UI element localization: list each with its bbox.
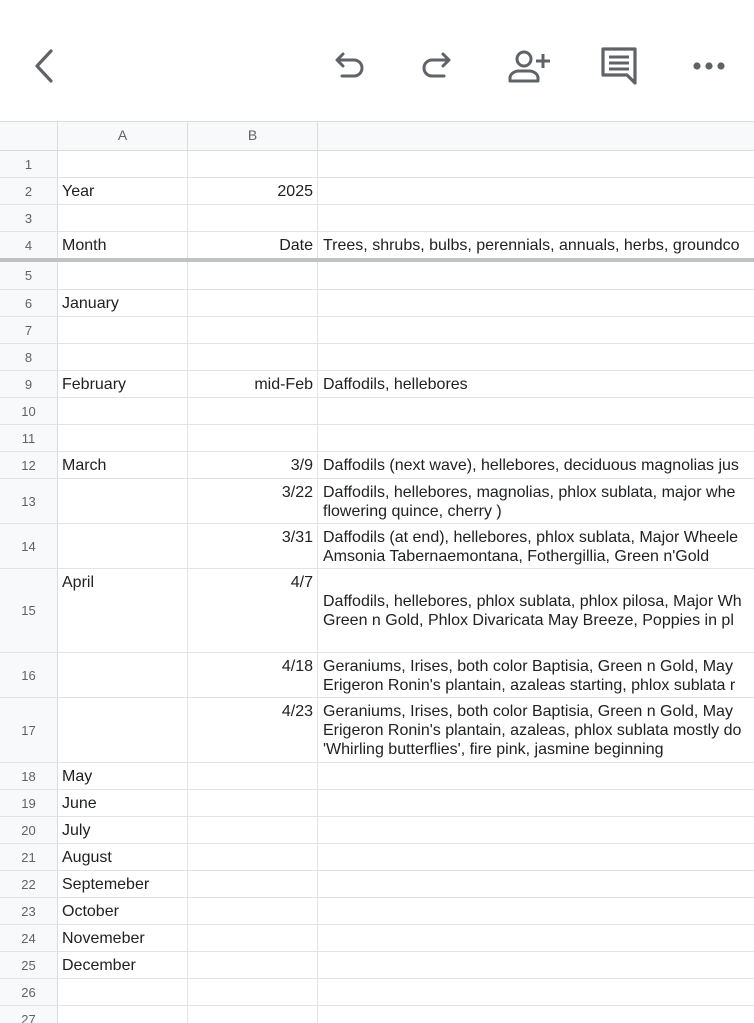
more-button[interactable]	[688, 46, 730, 86]
row-number[interactable]: 4	[0, 232, 58, 258]
back-button[interactable]	[24, 44, 64, 88]
table-row	[0, 844, 754, 871]
row-number[interactable]: 13	[0, 479, 58, 523]
cell-b[interactable]	[188, 979, 318, 1005]
table-row	[0, 178, 754, 205]
cell-b[interactable]	[188, 1006, 318, 1023]
cell-a[interactable]: January	[58, 290, 188, 316]
row-number[interactable]: 15	[0, 569, 58, 652]
row-number[interactable]: 26	[0, 979, 58, 1005]
table-row	[0, 452, 754, 479]
comment-icon	[599, 45, 639, 85]
cell-a[interactable]	[58, 698, 188, 762]
table-row	[0, 952, 754, 979]
cell-c-line: Trees, shrubs, bulbs, perennials, annuals, herbs, groundco	[323, 237, 740, 254]
cell-a[interactable]	[58, 344, 188, 370]
cell-c[interactable]	[318, 178, 754, 204]
cell-c[interactable]	[318, 925, 754, 951]
table-row	[0, 569, 754, 653]
row-number[interactable]: 6	[0, 290, 58, 316]
column-header-a[interactable]: A	[58, 122, 188, 151]
undo-icon	[330, 50, 366, 82]
cell-b[interactable]	[188, 925, 318, 951]
cell-b[interactable]	[188, 952, 318, 978]
comment-button[interactable]	[596, 42, 642, 88]
table-row	[0, 898, 754, 925]
cell-a[interactable]: June	[58, 790, 188, 816]
cell-c[interactable]	[318, 398, 754, 424]
undo-button[interactable]	[326, 44, 370, 88]
cell-a[interactable]: Septemeber	[58, 871, 188, 897]
cell-c[interactable]	[318, 952, 754, 978]
cell-a[interactable]	[58, 425, 188, 451]
cell-a[interactable]: Month	[58, 232, 188, 258]
cell-a[interactable]: February	[58, 371, 188, 397]
row-number[interactable]: 16	[0, 653, 58, 697]
table-row	[0, 317, 754, 344]
cell-b[interactable]: Date	[188, 232, 318, 258]
cell-a[interactable]: March	[58, 452, 188, 478]
table-row	[0, 763, 754, 790]
cell-a[interactable]	[58, 262, 188, 289]
table-row	[0, 425, 754, 452]
table-row	[0, 790, 754, 817]
cell-b[interactable]	[188, 205, 318, 231]
row-number[interactable]: 12	[0, 452, 58, 478]
spreadsheet-grid	[0, 121, 754, 1023]
cell-b[interactable]	[188, 344, 318, 370]
cell-c[interactable]	[318, 479, 754, 523]
cell-b[interactable]	[188, 151, 318, 177]
row-number[interactable]: 23	[0, 898, 58, 924]
table-row	[0, 262, 754, 290]
cell-a[interactable]: December	[58, 952, 188, 978]
cell-b[interactable]	[188, 817, 318, 843]
redo-icon	[420, 50, 456, 82]
column-header-bar	[0, 121, 754, 151]
cell-b[interactable]	[188, 898, 318, 924]
cell-a[interactable]	[58, 653, 188, 697]
cell-b[interactable]	[188, 425, 318, 451]
cell-c-line	[323, 573, 750, 592]
cell-a[interactable]: August	[58, 844, 188, 870]
select-all-corner[interactable]	[0, 122, 58, 151]
back-icon	[32, 48, 56, 84]
cell-c[interactable]	[318, 871, 754, 897]
cell-c-line: Erigeron Ronin's plantain, azaleas starting, phlox sublata r	[323, 677, 736, 694]
cell-b[interactable]	[188, 763, 318, 789]
table-row	[0, 979, 754, 1006]
table-row	[0, 371, 754, 398]
row-number[interactable]: 9	[0, 371, 58, 397]
cell-c[interactable]	[318, 232, 754, 258]
cell-c-line: Erigeron Ronin's plantain, azaleas, phlox sublata mostly do	[323, 722, 742, 739]
table-row	[0, 232, 754, 259]
cell-a[interactable]	[58, 398, 188, 424]
row-number[interactable]: 18	[0, 763, 58, 789]
cell-b[interactable]: 3/9	[188, 452, 318, 478]
cell-c-line: Daffodils, hellebores, magnolias, phlox sublata, major whe	[323, 484, 736, 501]
cell-c[interactable]	[318, 979, 754, 1005]
column-header-c[interactable]	[318, 122, 754, 151]
cell-a[interactable]	[58, 1006, 188, 1023]
cell-c-line: 'Whirling butterflies', fire pink, jasmine beginning	[323, 741, 664, 758]
cell-c[interactable]	[318, 569, 754, 652]
cell-c[interactable]	[318, 817, 754, 843]
cell-b[interactable]: 4/7	[188, 569, 318, 652]
cell-c[interactable]	[318, 653, 754, 697]
cell-c[interactable]	[318, 844, 754, 870]
cell-c[interactable]	[318, 262, 754, 289]
cell-b[interactable]	[188, 262, 318, 289]
row-number[interactable]: 19	[0, 790, 58, 816]
cell-a[interactable]: May	[58, 763, 188, 789]
cell-a[interactable]: Year	[58, 178, 188, 204]
cell-c[interactable]	[318, 290, 754, 316]
row-number[interactable]: 11	[0, 425, 58, 451]
column-header-b[interactable]: B	[188, 122, 318, 151]
cell-a[interactable]	[58, 151, 188, 177]
cell-c-line: Daffodils, hellebores, phlox sublata, phlox pilosa, Major Wh	[323, 593, 742, 610]
cell-a[interactable]	[58, 205, 188, 231]
table-row	[0, 524, 754, 569]
cell-c-line: Amsonia Tabernaemontana, Fothergillia, Green n'Gold	[323, 548, 710, 565]
table-row	[0, 479, 754, 524]
cell-c[interactable]	[318, 205, 754, 231]
table-row	[0, 344, 754, 371]
row-number[interactable]: 14	[0, 524, 58, 568]
cell-a[interactable]: July	[58, 817, 188, 843]
cell-a[interactable]: October	[58, 898, 188, 924]
row-number[interactable]: 17	[0, 698, 58, 762]
row-number[interactable]: 24	[0, 925, 58, 951]
cell-c-line: Geraniums, Irises, both color Baptisia, Green n Gold, May	[323, 703, 733, 720]
row-number[interactable]: 5	[0, 262, 58, 289]
cell-c[interactable]	[318, 763, 754, 789]
cell-c[interactable]	[318, 698, 754, 762]
cell-b[interactable]	[188, 398, 318, 424]
cell-b[interactable]	[188, 871, 318, 897]
cell-c[interactable]	[318, 898, 754, 924]
cell-c-line: Daffodils, hellebores	[323, 376, 468, 393]
table-row	[0, 817, 754, 844]
cell-c-line: Daffodils (at end), hellebores, phlox sublata, Major Wheele	[323, 529, 739, 546]
cell-c[interactable]	[318, 1006, 754, 1023]
cell-c[interactable]	[318, 344, 754, 370]
row-number[interactable]: 2	[0, 178, 58, 204]
cell-c[interactable]	[318, 317, 754, 343]
cell-c-line: Daffodils (next wave), hellebores, deciduous magnolias jus	[323, 457, 739, 474]
table-row	[0, 1006, 754, 1023]
cell-b[interactable]: 3/31	[188, 524, 318, 568]
row-number[interactable]: 1	[0, 151, 58, 177]
cell-c-line: flowering quince, cherry )	[323, 503, 502, 520]
table-row	[0, 698, 754, 763]
cell-c[interactable]	[318, 151, 754, 177]
cell-b[interactable]: mid-Feb	[188, 371, 318, 397]
row-number[interactable]: 3	[0, 205, 58, 231]
cell-b[interactable]: 2025	[188, 178, 318, 204]
table-row	[0, 205, 754, 232]
row-number[interactable]: 7	[0, 317, 58, 343]
cell-c[interactable]	[318, 425, 754, 451]
row-number[interactable]: 21	[0, 844, 58, 870]
table-row	[0, 151, 754, 178]
row-number[interactable]: 22	[0, 871, 58, 897]
table-row	[0, 653, 754, 698]
cell-a[interactable]	[58, 479, 188, 523]
cell-b[interactable]	[188, 290, 318, 316]
cell-a[interactable]	[58, 317, 188, 343]
cell-b[interactable]	[188, 790, 318, 816]
cell-b[interactable]: 4/18	[188, 653, 318, 697]
cell-a[interactable]	[58, 979, 188, 1005]
more-icon	[692, 61, 726, 71]
share-button[interactable]	[503, 44, 555, 88]
redo-button[interactable]	[416, 44, 460, 88]
cell-b[interactable]: 4/23	[188, 698, 318, 762]
cell-b[interactable]: 3/22	[188, 479, 318, 523]
table-row	[0, 925, 754, 952]
cell-c[interactable]	[318, 524, 754, 568]
toolbar	[0, 0, 754, 121]
cell-a[interactable]: April	[58, 569, 188, 652]
table-row	[0, 398, 754, 425]
cell-c-line: Green n Gold, Phlox Divaricata May Breeze, Poppies in pl	[323, 612, 734, 629]
cell-a[interactable]	[58, 524, 188, 568]
cell-c[interactable]	[318, 452, 754, 478]
cell-c[interactable]	[318, 371, 754, 397]
row-number[interactable]: 27	[0, 1006, 58, 1023]
row-number[interactable]: 8	[0, 344, 58, 370]
cell-b[interactable]	[188, 844, 318, 870]
cell-b[interactable]	[188, 317, 318, 343]
row-number[interactable]: 20	[0, 817, 58, 843]
cell-c[interactable]	[318, 790, 754, 816]
cell-c-line: Geraniums, Irises, both color Baptisia, Green n Gold, May	[323, 658, 733, 675]
table-row	[0, 290, 754, 317]
row-number[interactable]: 10	[0, 398, 58, 424]
table-row	[0, 871, 754, 898]
add-person-icon	[506, 48, 552, 84]
cell-a[interactable]: Novemeber	[58, 925, 188, 951]
row-number[interactable]: 25	[0, 952, 58, 978]
